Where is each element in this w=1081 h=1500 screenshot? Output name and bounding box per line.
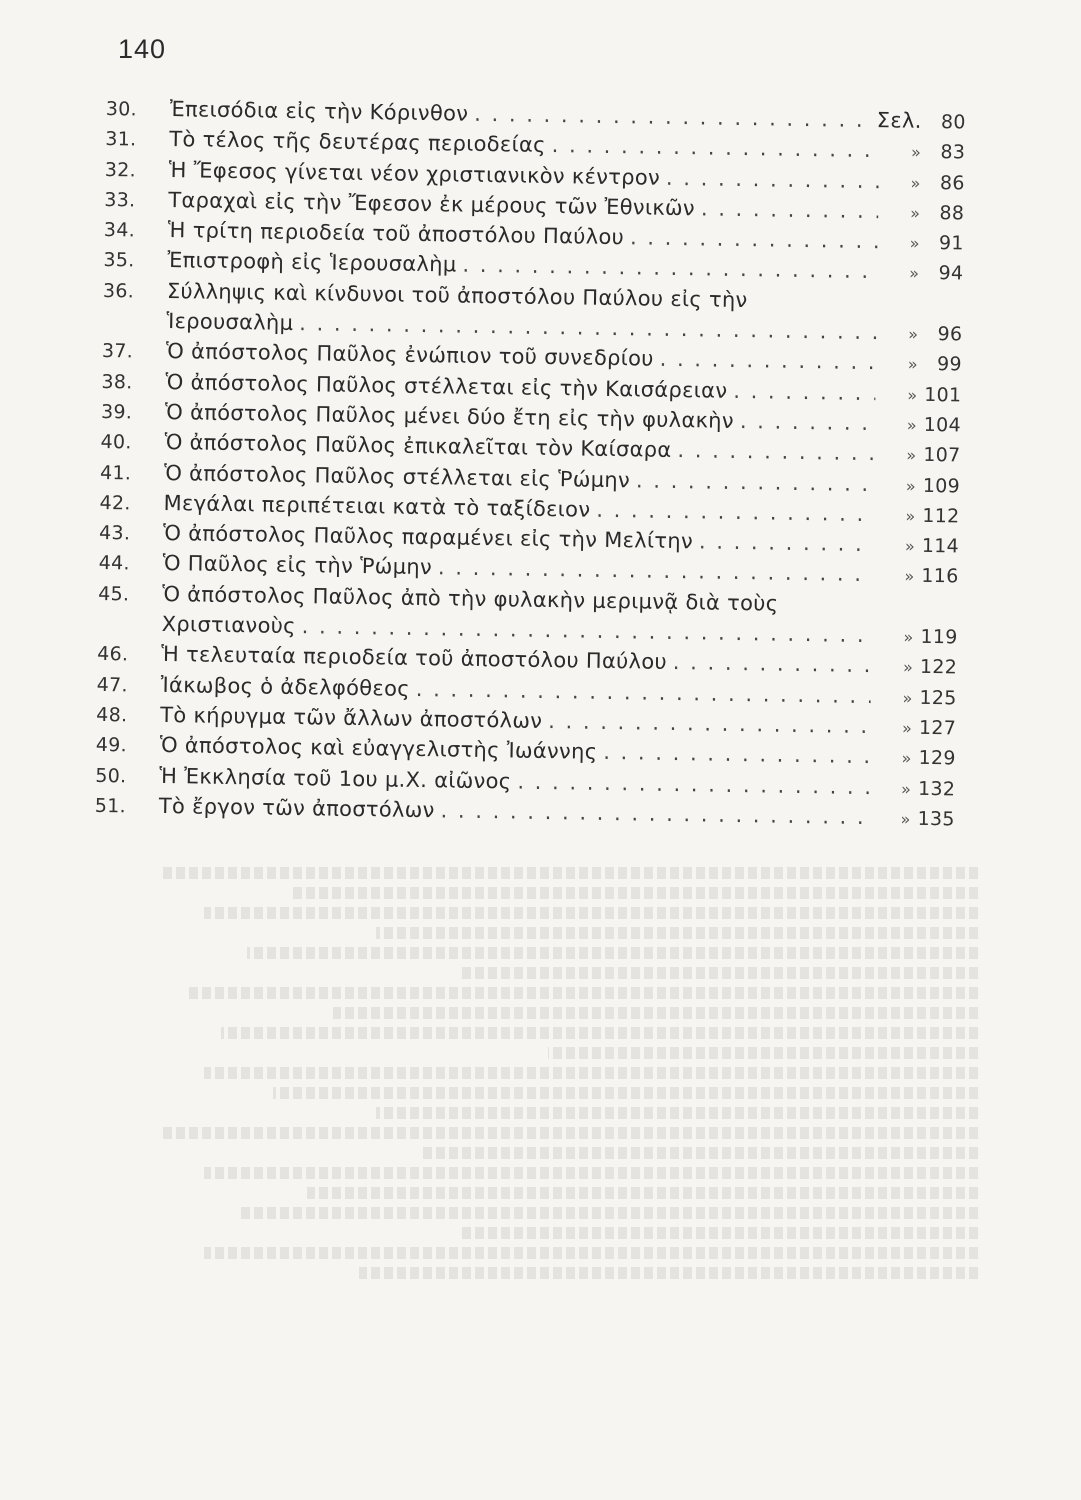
- show-through-line: [333, 1007, 978, 1019]
- toc-entry-page-prefix: »: [904, 567, 915, 587]
- toc-entry-title-continuation: Ἱερουσαλὴμ: [166, 309, 294, 336]
- toc-entry-page-prefix: »: [910, 203, 921, 223]
- dot-leader: [677, 438, 874, 465]
- show-through-line: [307, 1187, 978, 1199]
- toc-entry-page-number: 80: [940, 111, 966, 134]
- toc-entry-title: Τὸ τέλος τῆς δευτέρας περιοδείας: [169, 127, 546, 158]
- dot-leader: [740, 409, 875, 435]
- toc-entry-page-prefix: »: [907, 385, 918, 405]
- dot-leader: [673, 650, 872, 677]
- dot-leader: [660, 347, 877, 374]
- toc-entry-number: 43.: [98, 522, 131, 545]
- toc-entry-title: Τὸ ἔργον τῶν ἀποστόλων: [158, 793, 435, 823]
- toc-entry-page-prefix: »: [909, 233, 920, 253]
- dot-leader: [636, 468, 874, 496]
- toc-entry-page-prefix: »: [900, 809, 911, 829]
- toc-entry-page-number: 132: [917, 777, 956, 800]
- toc-entry-title: Ὁ ἀπόστολος καὶ εὐαγγελιστὴς Ἰωάννης: [159, 733, 598, 765]
- show-through-line: [238, 1207, 978, 1219]
- toc-entry-title: Ἐπεισόδια εἰς τὴν Κόρινθον: [169, 97, 469, 126]
- show-through-line: [204, 1067, 978, 1079]
- toc-entry-title: Τὸ κήρυγμα τῶν ἄλλων ἀποστόλων: [160, 702, 543, 733]
- toc-entry-page-prefix: »: [901, 748, 912, 768]
- toc-entry-number: 51.: [94, 794, 127, 818]
- toc-entry-page-prefix: »: [903, 627, 914, 647]
- show-through-line: [247, 947, 978, 959]
- toc-entry-number: 38.: [101, 370, 133, 394]
- show-through-line: [221, 1027, 978, 1039]
- toc-entry-title: Ταραχαὶ εἰς τὴν Ἔφεσον ἐκ μέρους τῶν Ἐθνικῶν: [168, 187, 696, 221]
- toc-entry-page-prefix: »: [905, 476, 917, 496]
- dot-leader: [596, 498, 874, 526]
- toc-entry-page-prefix: »: [902, 688, 913, 708]
- toc-entry-page-number: 96: [937, 323, 963, 346]
- toc-entry-number: 48.: [96, 703, 128, 727]
- toc-entry-title: Σύλληψις καὶ κίνδυνοι τοῦ ἀποστόλου Παύλου εἰς τὴν: [166, 278, 748, 312]
- toc-entry-number: 31.: [105, 128, 137, 151]
- dot-leader: [630, 225, 878, 253]
- show-through-line: [419, 1147, 978, 1159]
- toc-entry-page-number: 99: [936, 353, 963, 376]
- show-through-text: [118, 860, 978, 1460]
- toc-entry-page-number: 94: [938, 262, 964, 285]
- toc-entry-page-prefix: »: [910, 142, 922, 163]
- dot-leader: [603, 740, 870, 768]
- toc-entry-page-prefix: »: [902, 657, 914, 678]
- toc-entry-number: 41.: [99, 461, 132, 485]
- toc-entry-title: Ἡ τελευταία περιοδεία τοῦ ἀποστόλου Παύλου: [161, 642, 668, 675]
- toc-entry-number: 44.: [98, 552, 130, 575]
- dot-leader: [548, 709, 870, 738]
- toc-entry-page-number: 88: [939, 201, 965, 225]
- toc-entry-number: 45.: [98, 582, 130, 606]
- toc-entry-page-prefix: »: [906, 445, 917, 466]
- show-through-line: [548, 1047, 978, 1059]
- show-through-line: [204, 1247, 978, 1259]
- show-through-line: [161, 1127, 978, 1139]
- dot-leader: [699, 530, 873, 557]
- toc-entry-number: 40.: [100, 431, 132, 454]
- show-through-line: [290, 887, 978, 899]
- toc-entry-number: 39.: [100, 400, 133, 424]
- toc-entry-number: 47.: [96, 673, 129, 697]
- toc-entry-title: Ὁ Παῦλος εἰς τὴν Ῥώμην: [162, 551, 433, 580]
- toc-entry-title: Ὁ ἀπόστολος Παῦλος ἐπικαλεῖται τὸν Καίσαρα: [164, 430, 672, 463]
- toc-entry-page-number: 83: [940, 141, 966, 164]
- show-through-line: [161, 867, 978, 879]
- table-of-contents: [95, 96, 966, 837]
- dot-leader: [517, 769, 869, 799]
- toc-entry-page-prefix: »: [906, 415, 918, 435]
- toc-entry-number: 32.: [104, 158, 137, 182]
- toc-entry-page-prefix: »: [905, 506, 916, 526]
- dot-leader: [552, 133, 880, 162]
- toc-entry-page-number: 129: [918, 747, 956, 770]
- toc-entry-number: 34.: [103, 219, 136, 242]
- toc-entry-title: Ὁ ἀπόστολος Παῦλος στέλλεται εἰς Ῥώμην: [163, 460, 631, 492]
- toc-entry-page-number: 122: [919, 656, 958, 679]
- toc-entry-number: 35.: [103, 249, 135, 272]
- toc-entry-page-prefix: »: [907, 355, 919, 375]
- show-through-line: [273, 1087, 978, 1099]
- toc-entry-title: Ὁ ἀπόστολος Παῦλος ἀπὸ τὴν φυλακὴν μεριμνᾷ διὰ τοὺς: [162, 581, 779, 616]
- toc-entry-number: 30.: [105, 97, 138, 121]
- dot-leader: [462, 253, 877, 284]
- toc-entry-number: 37.: [101, 340, 134, 363]
- show-through-line: [376, 1107, 978, 1119]
- toc-entry-page-number: 104: [923, 413, 962, 437]
- toc-entry-number: 46.: [97, 643, 129, 666]
- show-through-line: [204, 907, 978, 919]
- toc-entry-number: 49.: [95, 734, 128, 757]
- toc-entry-title: Ὁ ἀπόστολος Παῦλος ἐνώπιον τοῦ συνεδρίου: [165, 339, 654, 372]
- toc-entry-page-prefix: »: [904, 536, 916, 556]
- toc-entry-title: Μεγάλαι περιπέτειαι κατὰ τὸ ταξίδειον: [163, 490, 591, 522]
- toc-entry-page-number: 112: [922, 504, 960, 528]
- toc-entry-page-number: 135: [917, 807, 955, 831]
- show-through-line: [462, 1227, 978, 1239]
- toc-entry-number: 36.: [102, 279, 135, 303]
- toc-entry-page-number: 101: [924, 383, 962, 407]
- show-through-line: [376, 927, 978, 939]
- toc-entry-page-prefix: »: [909, 264, 920, 284]
- toc-entry-page-number: 91: [938, 232, 964, 255]
- toc-entry-title-continuation: Χριστιανοὺς: [161, 611, 296, 639]
- page-number: 140: [118, 34, 167, 64]
- toc-entry-number: 50.: [95, 764, 127, 787]
- toc-entry-page-number: 114: [921, 535, 960, 558]
- toc-entry-page-number: 127: [918, 716, 957, 740]
- toc-entry-title: Ὁ ἀπόστολος Παῦλος μένει δύο ἔτη εἰς τὴν φυλακὴν: [164, 399, 735, 433]
- toc-entry-page-number: 107: [923, 444, 961, 467]
- dot-leader: [701, 196, 879, 223]
- show-through-line: [359, 1267, 978, 1279]
- toc-entry-page-number: 86: [939, 171, 965, 195]
- toc-entry-page-prefix: »: [910, 173, 921, 193]
- show-through-line: [462, 967, 978, 979]
- toc-entry-title: Ἰάκωβος ὁ ἀδελφόθεος: [160, 672, 411, 701]
- toc-entry-title: Ἡ Ἐκκλησία τοῦ 1ου μ.Χ. αἰῶνος: [159, 763, 512, 793]
- toc-entry-page-number: 119: [920, 625, 958, 649]
- toc-entry-title: Ἐπιστροφὴ εἰς Ἱερουσαλὴμ: [167, 248, 457, 278]
- dot-leader: [474, 102, 866, 132]
- toc-entry-number: 33.: [104, 188, 136, 212]
- toc-entry-number: 42.: [99, 491, 131, 515]
- toc-entry-page-prefix: »: [900, 779, 912, 799]
- toc-entry-title: Ἡ Ἔφεσος γίνεται νέον χριστιανικὸν κέντρον: [168, 157, 661, 190]
- dot-leader: [733, 379, 875, 405]
- toc-entry-title: Ὁ ἀπόστολος Παῦλος παραμένει εἰς τὴν Μελίτην: [162, 521, 694, 554]
- toc-entry-page-number: 116: [921, 565, 959, 588]
- toc-entry-title: Ὁ ἀπόστολος Παῦλος στέλλεται εἰς τὴν Καισάρειαν: [165, 369, 728, 403]
- show-through-line: [187, 987, 978, 999]
- toc-entry-page-prefix: »: [908, 324, 919, 344]
- toc-entry-page-number: 109: [922, 474, 961, 498]
- dot-leader: [666, 165, 879, 192]
- toc-entry-page-prefix: »: [901, 718, 913, 738]
- toc-entry-page-number: 125: [919, 686, 957, 710]
- toc-entry-title: Ἡ τρίτη περιοδεία τοῦ ἀποστόλου Παύλου: [167, 218, 625, 250]
- toc-entry-page-prefix: Σελ.: [876, 108, 922, 133]
- show-through-line: [204, 1167, 978, 1179]
